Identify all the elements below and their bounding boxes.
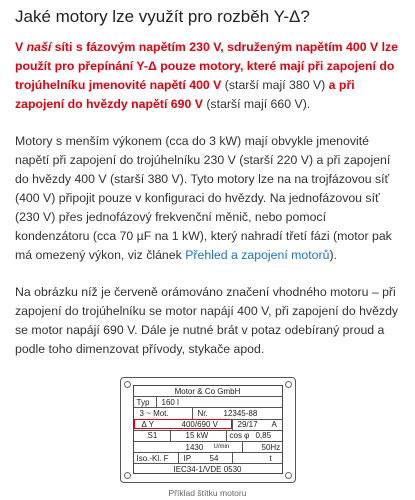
plate-nr-label: Nr. bbox=[197, 408, 208, 418]
intro-text-5: a při zapojení do hvězdy napětí 690 V bbox=[15, 78, 355, 111]
connection-symbol: Δ Y bbox=[141, 420, 154, 430]
plate-phase: 3 ~ Mot. bbox=[139, 408, 169, 418]
plate-current: 29/17 bbox=[237, 420, 258, 430]
plate-typ-value: 160 l bbox=[161, 397, 179, 407]
plate-row-voltage bbox=[134, 420, 282, 431]
intro-italic: naší bbox=[26, 40, 52, 54]
plate-voltage: 400/690 V bbox=[181, 420, 218, 430]
motor-rating-plate bbox=[120, 377, 296, 483]
plate-freq: 50Hz bbox=[261, 442, 281, 452]
plate-row-typ bbox=[134, 397, 282, 408]
intro-text-4: (starší mají 380 V) bbox=[221, 78, 329, 92]
plate-row-rpm bbox=[134, 442, 282, 453]
intro-text-6: (starší mají 660 V). bbox=[202, 97, 311, 111]
body-paragraph-3: Na obrázku níž je červeně orámováno značení vhodného motoru – při zapojení do trojúhelníku se motor napájí 400 V, při zapojení do hvězdy se motor napájí 690 V. Dále je nutné brát v potaz odebíraný proud a podle toho dimenzovat přívody, stykače apod. bbox=[15, 285, 399, 356]
plate-row-iso bbox=[134, 453, 282, 464]
plate-row-manufacturer bbox=[134, 386, 282, 397]
plate-current-unit: A bbox=[271, 420, 277, 430]
plate-standard: IEC34-1/VDE 0530 bbox=[173, 465, 242, 475]
screw-icon bbox=[285, 381, 292, 388]
intro-paragraph bbox=[15, 38, 400, 114]
plate-row-standard bbox=[134, 464, 282, 475]
plate-iso-label: Iso.-Kl. F bbox=[136, 453, 169, 463]
plate-power: 15 kW bbox=[185, 431, 209, 441]
figure-caption: Příklad štítku motoru bbox=[168, 488, 247, 498]
plate-ip-label: IP bbox=[183, 453, 192, 463]
body-paragraph-2 bbox=[15, 132, 400, 265]
plate-typ-label: Typ bbox=[136, 397, 150, 407]
intro-text-1: V bbox=[15, 40, 27, 54]
plate-nr-value: 12345-88 bbox=[223, 408, 258, 418]
intro-text-3: síti s fázovým napětím 230 V, sdruženým napětím 400 V lze použít pro přepínání Y-Δ pouze motory, které mají při zapojení do trojúhelníku jmenovité napětí 400 V bbox=[15, 40, 398, 92]
plate-rpm: 1430 bbox=[185, 442, 204, 452]
plate-table bbox=[133, 385, 283, 474]
para2-text: Motory s menším výkonem (cca do 3 kW) mají obvykle jmenovité napětí při zapojení do trojúhelníku 230 V (starší 220 V) a při zapojení do hvězdy 400 V (starší 380 V). Tyto motory lze na na trojfázovou síť (400 V) připojit pouze v konfiguraci do hvězdy. Na jednofázovou síť (230 V) přes jednofázový frekvenční měnič, nebo pomocí kondenzátoru (cca 70 µF na 1 kW), který nahradí třetí fázi (motor pak má omezený výkon, viz článek bbox=[15, 134, 392, 262]
para2-end: ). bbox=[329, 248, 337, 262]
screw-icon bbox=[124, 381, 131, 388]
plate-ip-value: 54 bbox=[209, 453, 219, 463]
plate-t-label: t bbox=[269, 453, 272, 463]
screw-icon bbox=[124, 472, 131, 479]
plate-manufacturer: Motor & Co GmbH bbox=[174, 386, 241, 396]
plate-rpm-unit: U/min bbox=[213, 444, 230, 451]
plate-row-power bbox=[134, 431, 282, 442]
motor-overview-link[interactable]: Přehled a zapojení motorů bbox=[185, 248, 330, 262]
plate-duty: S1 bbox=[147, 431, 158, 441]
screw-icon bbox=[285, 472, 292, 479]
section-heading: Jaké motory lze využít pro rozběh Y-Δ? bbox=[15, 7, 310, 26]
motor-plate-figure bbox=[15, 377, 400, 498]
plate-cos-value: 0,85 bbox=[255, 431, 272, 441]
plate-cos-label: cos φ bbox=[229, 431, 250, 441]
